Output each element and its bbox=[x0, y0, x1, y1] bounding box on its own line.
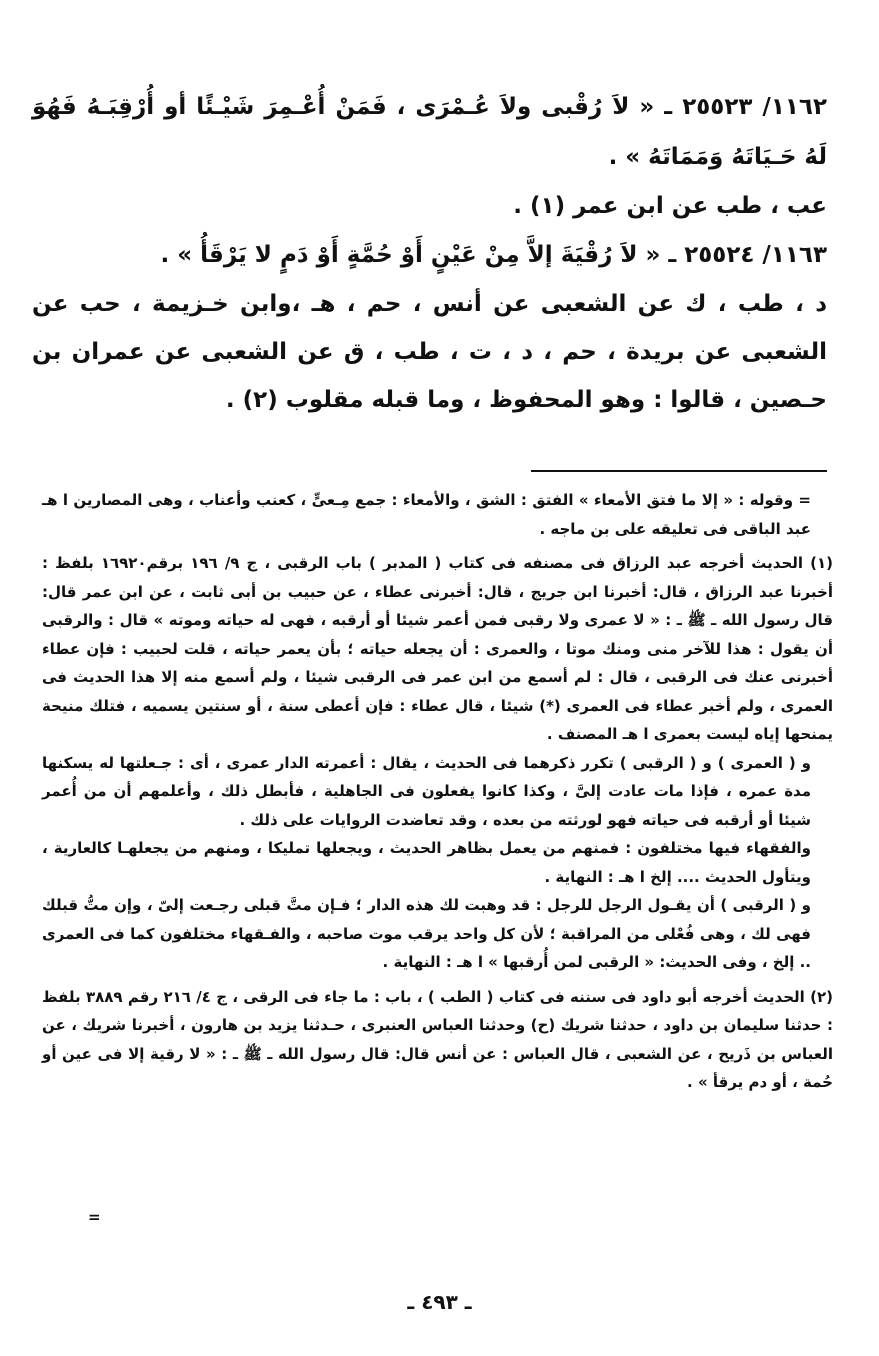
footnotes bbox=[42, 486, 833, 1097]
footnote-1: (١) الحديث أخرجه عبد الرزاق فى مصنفه فى كتاب ( المدبر ) باب الرقبى ، ج ٩/ ١٩٦ برقم١٦٩٢٠ بلفظ : أخبرنا عبد الرزاق ، قال: أخبرنا ابن جريج ، قال: أخبرنى عطاء ، عن حبيب بن أبى ثابت ، عن ابن عمر قال: قال رسول الله ـ ﷺ ـ : « لا عمرى ولا رقبى فمن أعمر شيئا أو أرقبه ، فهى له حياته وموته » قال : والرقبى أن يقول : هذا للآخر منى ومنك موتا ، والعمرى : أن يجعله حياته ؛ بأن يعمر حياته ، قلت لحبيب : فإن عطاء أخبرنى عنك فى الرقبى ، قال : لم أسمع من ابن عمر فى الرقبى شيئا ، ولم أسمع منه إلا هذا الحديث فى العمرى ، ولم أخبر عطاء فى العمرى (*) شيئا ، قال عطاء : فإن أعطى سنة ، أو سنتين يسميه ، فتلك منيحة يمنحها إياه ليست بعمرى ا هـ المصنف . bbox=[42, 554, 834, 743]
continued-mark: = bbox=[88, 1208, 101, 1226]
hadith-1163-source: د ، طب ، ك عن الشعبى عن أنس ، حم ، هـ ،وابن خـزيمة ، حب عن الشعبى عن بريدة ، حم ، د ، ت ، طب ، ق عن الشعبى عن عمران بن حـصين ، قالوا : وهو المحفوظ ، وما قبله مقلوب (٢) . bbox=[32, 291, 827, 413]
footnote-separator bbox=[531, 470, 827, 472]
main-text bbox=[32, 82, 827, 424]
footnote-1-para-fuqaha: والفقهاء فيها مختلفون : فمنهم من يعمل بظاهر الحديث ، ويجعلها تمليكا ، ومنهم من يجعلهـا كالعارية ، ويتأول الحديث .... إلخ ا هـ : النهاية . bbox=[42, 839, 811, 886]
footnote-1-para-umra: و ( العمرى ) و ( الرقبى ) تكرر ذكرهما فى الحديث ، يقال : أعمرته الدار عمرى ، أى : جـعلتها له يسكنها مدة عمره ، فإذا مات عادت إلىَّ ، وكذا كانوا يفعلون فى الجاهلية ، فأبطل ذلك ، وأعلمهم أن من أُعمر شيئا أو أرقبه فى حياته فهو لورثته من بعده ، وقد تعاضدت الروايات على ذلك . bbox=[42, 753, 811, 829]
hadith-1162-source: عب ، طب عن ابن عمر (١) . bbox=[513, 193, 827, 219]
footnote-continuation: = وقوله : « إلا ما فتق الأمعاء » الفتق : الشق ، والأمعاء : جمع مِـعىٍّ ، كعنب وأعناب ، وهى المصارين ا هـ عبد الباقى فى تعليقه على بن ماجه . bbox=[42, 491, 811, 538]
footnote-1-para-ruqba: و ( الرقبى ) أن يقـول الرجل للرجل : قد وهبت لك هذه الدار ؛ فـإن متَّ قبلى رجـعت إلىّ ، وإن متُّ قبلك فهى لك ، وهى فُعْلى من المراقبة ؛ لأن كل واحد يرقب موت صاحبه ، والفـقهاء مختلفون كما فى العمرى .. إلخ ، وفى الحديث: « الرقبى لمن أُرقبها » ا هـ : النهاية . bbox=[42, 896, 811, 971]
hadith-1163-text: ١١٦٣/ ٢٥٥٢٤ ـ « لاَ رُقْيَةَ إلاَّ مِنْ عَيْنٍ أَوْ حُمَّةٍ أَوْ دَمٍ لا يَرْقَأُ » . bbox=[160, 242, 827, 268]
page-number: ـ ٤٩٣ ـ bbox=[407, 1290, 472, 1314]
hadith-1162-text: ١١٦٢/ ٢٥٥٢٣ ـ « لاَ رُقْبى ولاَ عُـمْرَى ، فَمَنْ أُعْـمِرَ شَيْـئًا أو أُرْقِبَـهُ فَهُوَ لَهُ حَـيَاتَهُ وَمَمَاتَهُ » . bbox=[32, 94, 827, 170]
footnote-2: (٢) الحديث أخرجه أبو داود فى سننه فى كتاب ( الطب ) ، باب : ما جاء فى الرقى ، ج ٤/ ٢١٦ رقم ٣٨٨٩ بلفظ : حدثنا سليمان بن داود ، حدثنا شريك (ح) وحدثنا العباس العنبرى ، حـدثنا يزيد بن هارون ، أخبرنا شريك ، عن العباس بن ذَريح ، عن الشعبى ، قال العباس : عن أنس قال: قال رسول الله ـ ﷺ ـ : « لا رقية إلا فى عين أو حُمة ، أو دم يرقأ » . bbox=[42, 987, 833, 1091]
